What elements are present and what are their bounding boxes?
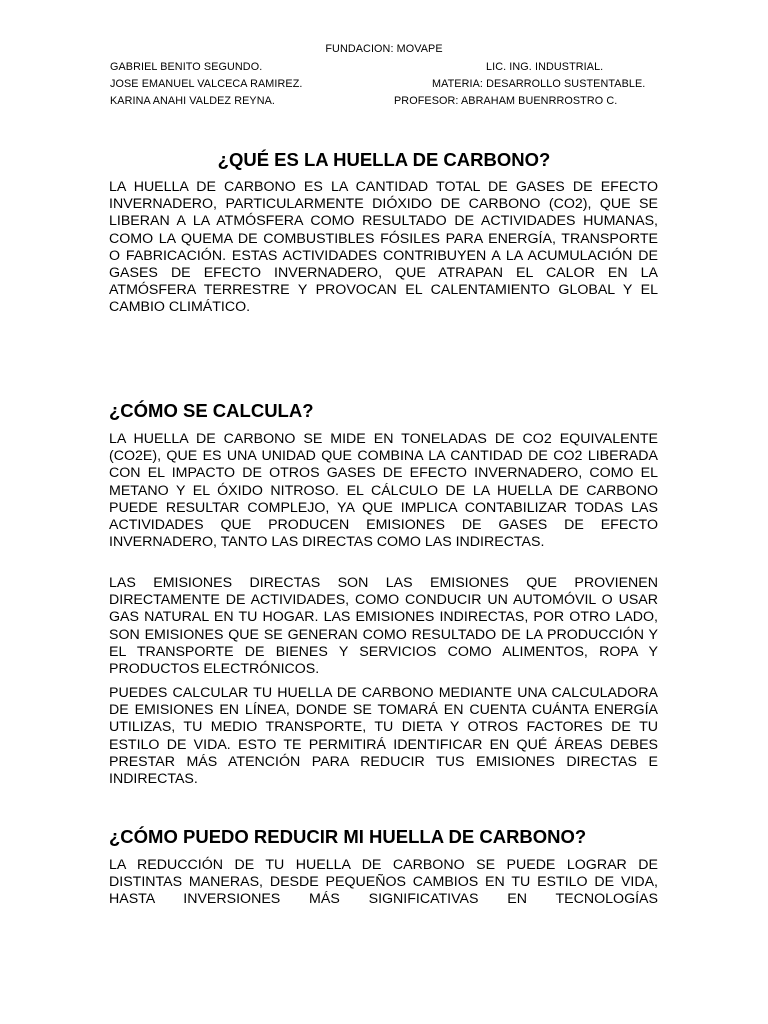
subject-label: MATERIA: DESARROLLO SUSTENTABLE.	[432, 78, 646, 90]
body-paragraph: LA REDUCCIÓN DE TU HUELLA DE CARBONO SE PUEDE LOGRAR DE DISTINTAS MANERAS, DESDE PEQUEÑOS CAMBIOS EN TU ESTILO DE VIDA, HASTA INVERSIONES MÁS SIGNIFICATIVAS EN TECNOLOGÍAS	[109, 857, 658, 908]
author-name: KARINA ANAHI VALDEZ REYNA.	[110, 95, 276, 107]
header-row	[110, 61, 658, 77]
section-heading: ¿CÓMO SE CALCULA?	[109, 400, 314, 421]
section-heading: ¿QUÉ ES LA HUELLA DE CARBONO?	[217, 149, 551, 170]
body-paragraph: PUEDES CALCULAR TU HUELLA DE CARBONO MEDIANTE UNA CALCULADORA DE EMISIONES EN LÍNEA, DONDE SE TOMARÁ EN CUENTA CUÁNTA ENERGÍA UTILIZAS, TU MEDIO TRANSPORTE, TU DIETA Y OTROS FACTORES DE TU ESTILO DE VIDA. ESTO TE PERMITIRÁ IDENTIFICAR EN QUÉ ÁREAS DEBES PRESTAR MÁS ATENCIÓN PARA REDUCIR TUS EMISIONES DIRECTAS E INDIRECTAS.	[109, 685, 658, 788]
foundation-title: FUNDACION: MOVAPE	[325, 43, 443, 55]
body-paragraph: LA HUELLA DE CARBONO SE MIDE EN TONELADAS DE CO2 EQUIVALENTE (CO2E), QUE ES UNA UNIDAD QUE COMBINA LA CANTIDAD DE CO2 LIBERADA CON EL IMPACTO DE OTROS GASES DE EFECTO INVERNADERO, COMO EL METANO Y EL ÓXIDO NITROSO. EL CÁLCULO DE LA HUELLA DE CARBONO PUEDE RESULTAR COMPLEJO, YA QUE IMPLICA CONTABILIZAR TODAS LAS ACTIVIDADES QUE PRODUCEN EMISIONES DE GASES DE EFECTO INVERNADERO, TANTO LAS DIRECTAS COMO LAS INDIRECTAS.	[109, 431, 658, 551]
body-paragraph: LA HUELLA DE CARBONO ES LA CANTIDAD TOTAL DE GASES DE EFECTO INVERNADERO, PARTICULARMENTE DIÓXIDO DE CARBONO (CO2), QUE SE LIBERAN A LA ATMÓSFERA COMO RESULTADO DE ACTIVIDADES HUMANAS, COMO LA QUEMA DE COMBUSTIBLES FÓSILES PARA ENERGÍA, TRANSPORTE O FABRICACIÓN. ESTAS ACTIVIDADES CONTRIBUYEN A LA ACUMULACIÓN DE GASES DE EFECTO INVERNADERO, QUE ATRAPAN EL CALOR EN LA ATMÓSFERA TERRESTRE Y PROVOCAN EL CALENTAMIENTO GLOBAL Y EL CAMBIO CLIMÁTICO.	[109, 179, 658, 316]
degree-label: LIC. ING. INDUSTRIAL.	[486, 61, 604, 73]
author-name: GABRIEL BENITO SEGUNDO.	[110, 61, 263, 73]
header-row	[110, 78, 658, 94]
section-heading: ¿CÓMO PUEDO REDUCIR MI HUELLA DE CARBONO?	[109, 826, 587, 847]
professor-label: PROFESOR: ABRAHAM BUENRROSTRO C.	[394, 95, 618, 107]
header-row	[110, 95, 658, 111]
author-name: JOSE EMANUEL VALCECA RAMIREZ.	[110, 78, 303, 90]
body-paragraph: LAS EMISIONES DIRECTAS SON LAS EMISIONES QUE PROVIENEN DIRECTAMENTE DE ACTIVIDADES, COMO CONDUCIR UN AUTOMÓVIL O USAR GAS NATURAL EN TU HOGAR. LAS EMISIONES INDIRECTAS, POR OTRO LADO, SON EMISIONES QUE SE GENERAN COMO RESULTADO DE LA PRODUCCIÓN Y EL TRANSPORTE DE BIENES Y SERVICIOS COMO ALIMENTOS, ROPA Y PRODUCTOS ELECTRÓNICOS.	[109, 575, 658, 678]
